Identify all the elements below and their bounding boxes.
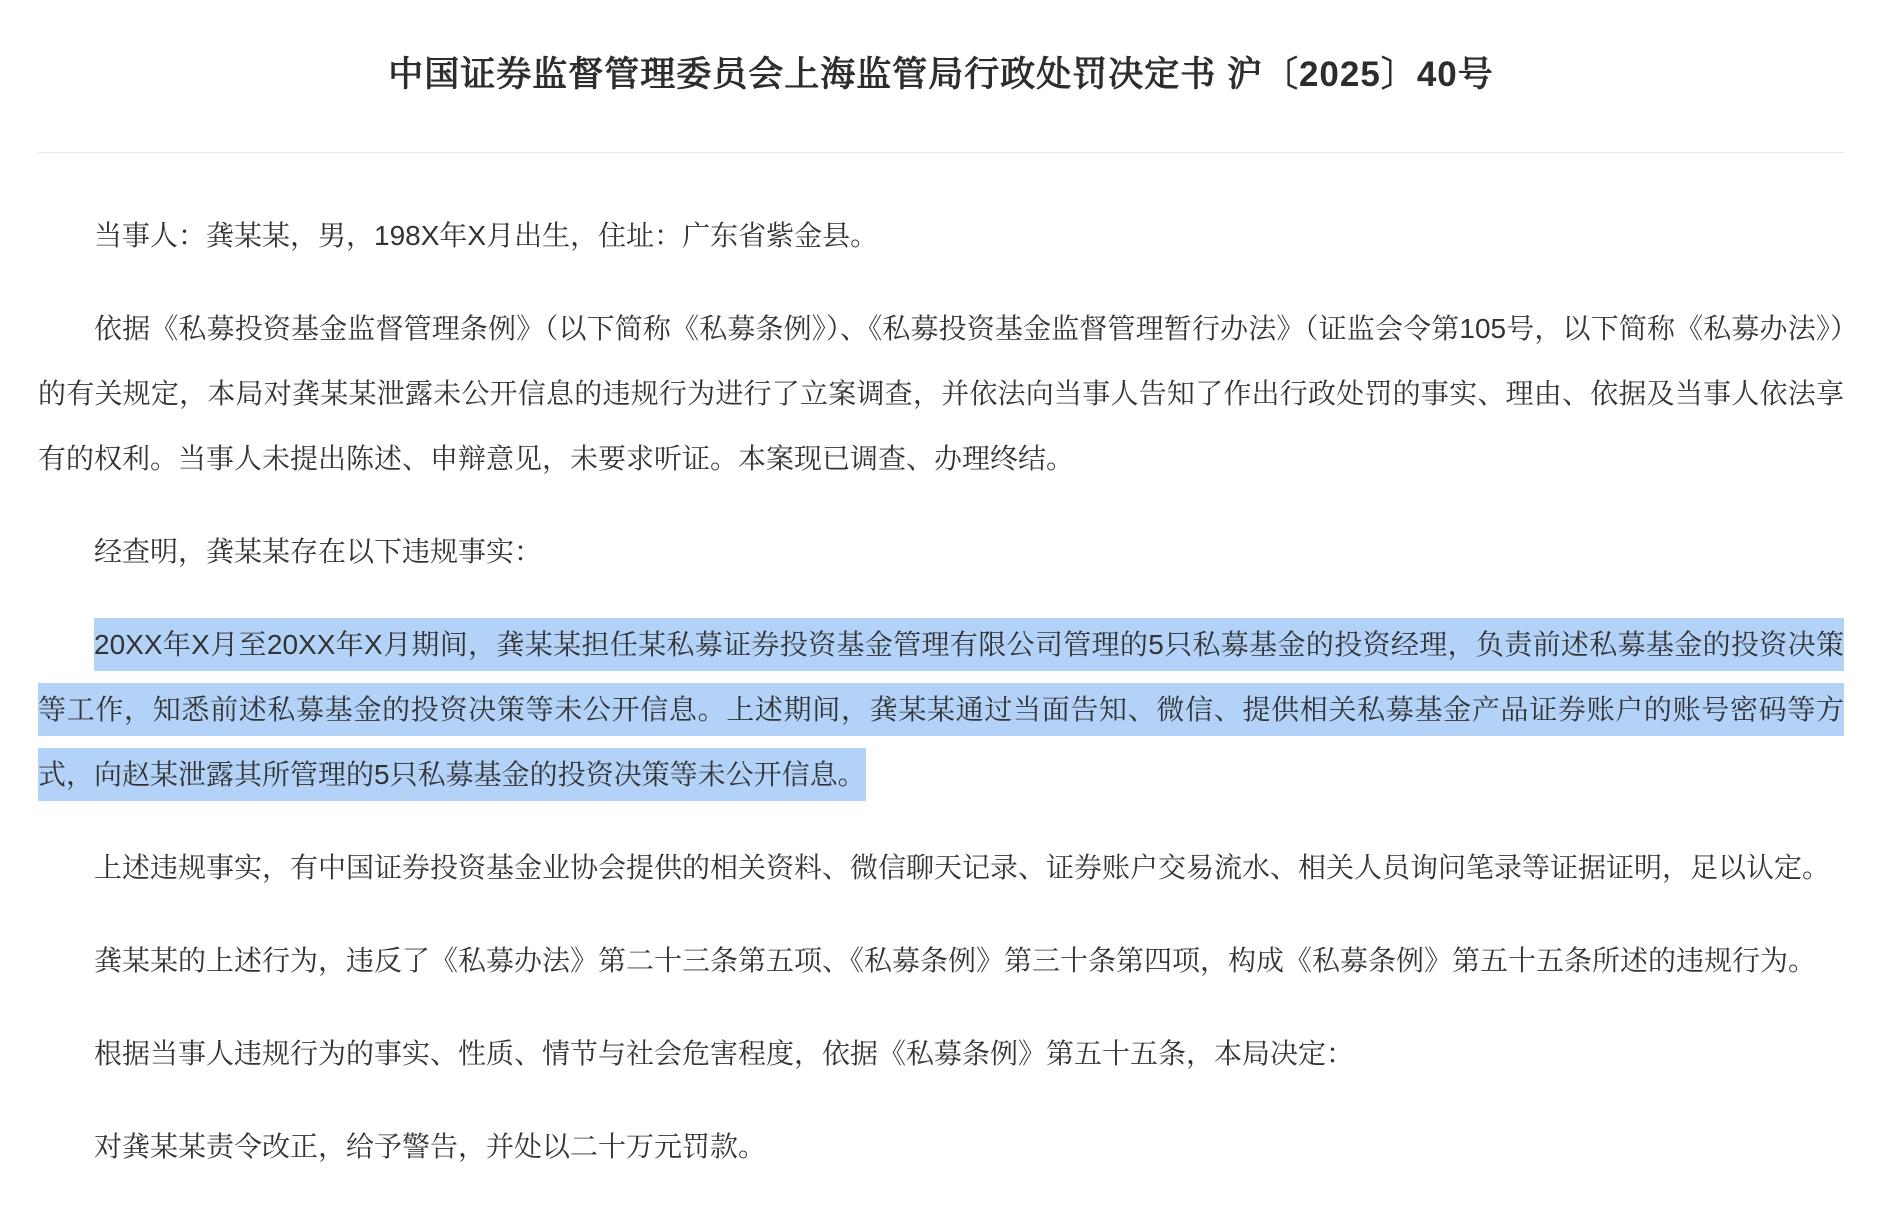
selected-text: 20XX年X月至20XX年X月期间，龚某某担任某私募证券投资基金管理有限公司管理的5只私募基金的投资经理，负责前述私募基金的投资决策等工作，知悉前述私募基金的投资决策等未公开信息。上述期间，龚某某通过当面告知、微信、提供相关私募基金产品证券账户的账号密码等方式，向赵某泄露其所管理的5只私募基金的投资决策等未公开信息。 xyxy=(38,618,1844,801)
title-divider xyxy=(38,152,1844,153)
paragraph-evidence: 上述违规事实，有中国证券投资基金业协会提供的相关资料、微信聊天记录、证券账户交易流水、相关人员询问笔录等证据证明，足以认定。 xyxy=(94,852,1831,883)
document-body xyxy=(38,203,1844,1179)
document-title: 中国证券监督管理委员会上海监管局行政处罚决定书 沪〔2025〕40号 xyxy=(388,55,1494,94)
paragraph-findings-intro: 经查明，龚某某存在以下违规事实： xyxy=(94,536,543,567)
paragraph-penalty: 对龚某某责令改正，给予警告，并处以二十万元罚款。 xyxy=(94,1131,767,1162)
paragraph-party-info: 当事人：龚某某，男，198X年X月出生，住址：广东省紫金县。 xyxy=(94,220,879,251)
penalty-decision-document xyxy=(0,50,1882,1228)
paragraph-violated-articles: 龚某某的上述行为，违反了《私募办法》第二十三条第五项、《私募条例》第三十条第四项，构成《私募条例》第五十五条所述的违规行为。 xyxy=(94,945,1817,976)
paragraph-legal-basis: 依据《私募投资基金监督管理条例》（以下简称《私募条例》）、《私募投资基金监督管理暂行办法》（证监会令第105号，以下简称《私募办法》）的有关规定，本局对龚某某泄露未公开信息的违规行为进行了立案调查，并依法向当事人告知了作出行政处罚的事实、理由、依据及当事人依法享有的权利。当事人未提出陈述、申辩意见，未要求听证。本案现已调查、办理终结。 xyxy=(38,313,1844,474)
paragraph-decision-basis: 根据当事人违规行为的事实、性质、情节与社会危害程度，依据《私募条例》第五十五条，本局决定： xyxy=(94,1038,1355,1069)
paragraph-violation-facts xyxy=(38,612,1844,807)
